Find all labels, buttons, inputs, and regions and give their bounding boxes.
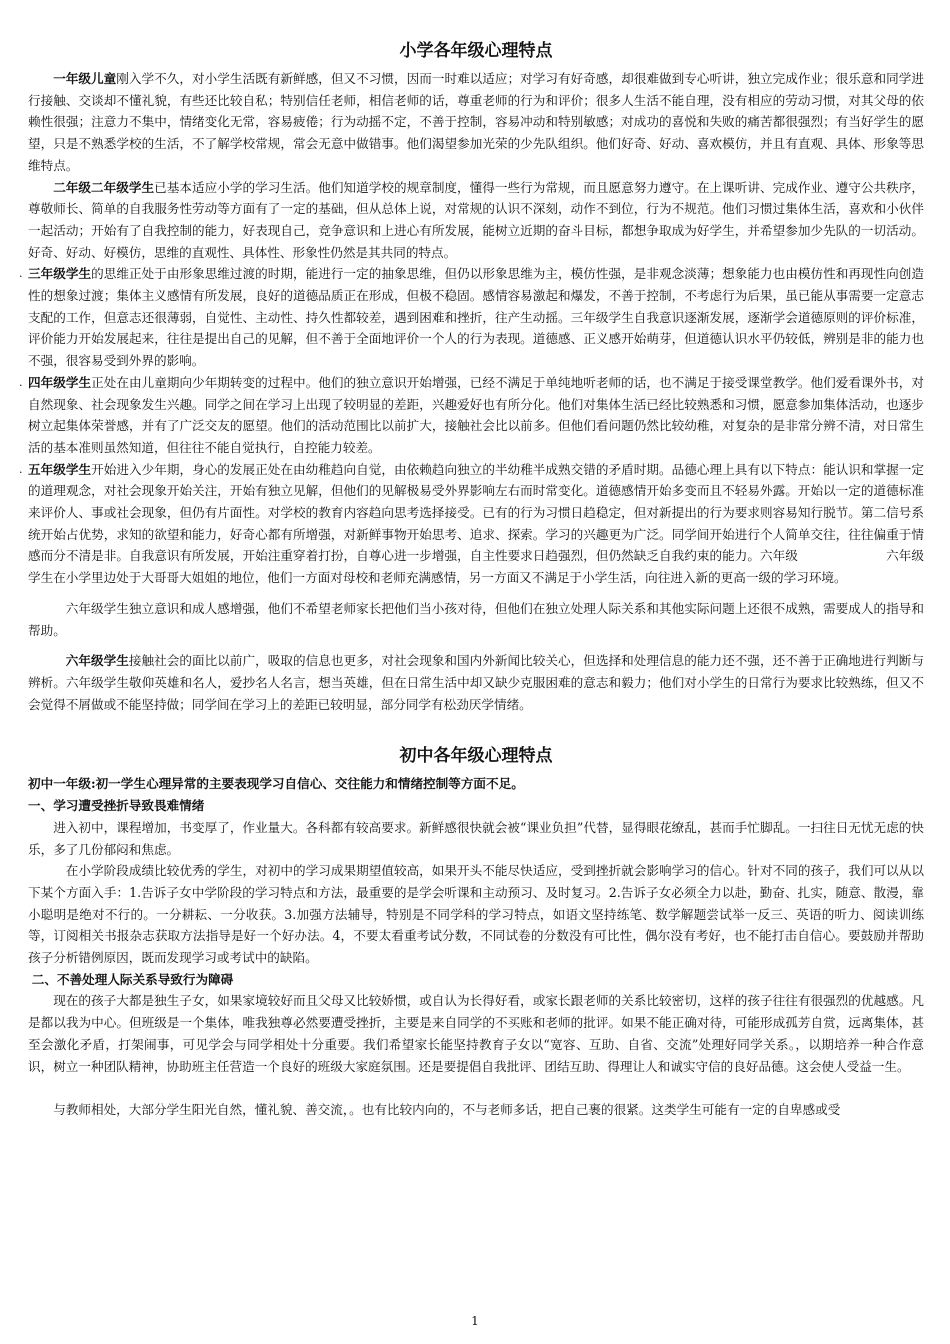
grade4-heading: 四年级学生 [28,374,92,390]
list-marker: . [19,267,23,281]
section2-heading: 二、不善处理人际关系导致行为障碍 [31,971,234,987]
document-page [19,40,925,1121]
grade6-text: 接触社会的面比以前广，吸取的信息也更多，对社会现象和国内外新闻比较关心，但选择和处理信息的能力还不强，还不善于正确地进行判断与辨析。六年级学生敬仰英雄和名人，爱抄名人名言，想当英雄，但在日常生活中却又缺少克服困难的意志和毅力；他们对小学生的日常行为要求比较熟练，但又不会觉得不屑做或不能坚持做；同学间在学习上的差距已较明显，部分同学有松劲厌学情绪。 [28,653,925,712]
section1-paragraph1: 进入初中，课程增加，书变厚了，作业量大。各科都有较高要求。新鲜感很快就会被“课业负担”代替，显得眼花缭乱，甚而手忙脚乱。一扫往日无忧无虑的快乐，多了几份郁闷和焦虑。 [28,819,924,857]
page-number: 1 [471,1314,479,1328]
middle-grade1-summary: 初中一年级:初一学生心理异常的主要表现学习自信心、交往能力和情绪控制等方面不足。 [28,776,524,792]
section1-heading: 一、学习遭受挫折导致畏难情绪 [28,798,205,814]
grade2-heading: 二年级二年级学生 [53,179,155,195]
grade1-text: 刚入学不久，对小学生活既有新鲜感，但又不习惯，因而一时难以适应；对学习有好奇感，却很难做到专心听讲，独立完成作业；很乐意和同学进行接触、交谈却不懂礼貌，有些还比较自私；特别信任老师，相信老师的话，尊重老师的行为和评价；很多人生活不能自理，没有相应的劳动习惯，对其父母的依赖性很强；注意力不集中，情绪变化无常，容易疲倦；行为动摇不定，不善于控制，容易冲动和特别敏感；对成功的喜悦和失败的痛苦都很强烈；有当好学生的愿望，只是不熟悉学校的生活，不了解学校常规，常会无意中做错事。他们渴望参加光荣的少先队组织。他们好奇、好动、喜欢模仿，并且有直观、具体、形象等思维特点。 [28,71,925,173]
paragraph-grade5 [19,459,925,589]
grade6-heading: 六年级学生 [65,653,129,669]
paragraph-grade6-intro: 六年级学生独立意识和成人感增强，他们不希望老师家长把他们当小孩对待，但他们在独立处理人际关系和其他实际问题上还很不成熟，需要成人的指导和帮助。 [28,600,924,638]
grade5-heading: 五年级学生 [28,461,92,477]
paragraph-grade4 [19,372,925,459]
grade3-text: 的思维正处于由形象思维过渡的时期，能进行一定的抽象思维，但仍以形象思维为主，模仿性强，是非观念淡薄；想象能力也由模仿性和再现性向创造性的想象过渡；集体主义感情有所发展，良好的道德品质正在形成，但极不稳固。感情容易激起和爆发，不善于控制，不考虑行为后果，虽已能从事需要一定意志支配的工作，但意志还很薄弱，自觉性、主动性、持久性都较差，遇到困难和挫折，往产生动摇。三年级学生自我意识逐渐发展，逐渐学会道德原则的评价标准，评价能力开始发展起来，往往是提出自己的见解，但不善于全面地评价一个人的行为表现。道德感、正义感开始萌芽，但道德认识水平仍较低，辨别是非的能力也不强，很容易受到外界的影响。 [28,266,925,369]
paragraph-grade1 [28,68,924,177]
grade2-text: 已基本适应小学的学习生活。他们知道学校的规章制度，懂得一些行为常规，而且愿意努力遵守。在上课听讲、完成作业、遵守公共秩序，尊敬师长、简单的自我服务性劳动等方面有了一定的基础，但从总体上说，对常规的认识不深刻，动作不到位，行为不规范。他们习惯过集体生活，喜欢和小伙伴一起活动；开始有了自我控制的能力，好表现自己，竞争意识和上进心有所发展，能树立近期的奋斗目标，都想争取成为好学生，并希望参加少先队的一切活动。好奇、好动、好模仿，思维的直观性、具体性、形象性仍然是其共同的特点。 [28,179,925,260]
paragraph-grade2 [28,177,924,264]
section2-paragraph2: 与教师相处，大部分学生阳光自然，懂礼貌、善交流，。也有比较内向的，不与老师多话，把自己裹的很紧。这类学生可能有一定的自卑感或受 [53,1102,841,1118]
grade1-heading: 一年级儿童 [53,71,117,86]
list-marker: . [19,462,23,476]
primary-section-title: 小学各年级心理特点 [399,41,553,61]
paragraph-grade6 [28,650,924,715]
middle-section-title: 初中各年级心理特点 [399,746,553,767]
section2-paragraph1: 现在的孩子大都是独生子女，如果家境较好而且父母又比较娇惯，或自认为长得好看，或家长跟老师的关系比较密切，这样的孩子往往有很强烈的优越感。凡是都以我为中心。但班级是一个集体，唯我独尊必然要遭受挫折，主要是来自同学的不买账和老师的批评。如果不能正确对待，可能形成孤芳自赏，远离集体，甚至会激化矛盾，打架闹事，可见学会与同学相处十分重要。我们希望家长能坚持教育子女以“宽容、互助、自省、交流”处理好同学关系。，以期培养一种合作意识，树立一种团队精神，协助班主任营造一个良好的班级大家庭氛围。还是要提倡自我批评、团结互助、得理让人和诚实守信的良好品德。这会使人受益一生。 [28,993,924,1074]
section1-paragraph2: 在小学阶段成绩比较优秀的学生，对初中的学习成果期望值较高，如果开头不能尽快适应，受到挫折就会影响学习的信心。针对不同的孩子，我们可以从以下某个方面入手：1.告诉子女中学阶段的学习特点和方法，最重要的是学会听课和主动预习、及时复习。2.告诉子女必须全力以赴，勤奋、扎实，随意、散漫，靠小聪明是绝对不行的。一分耕耘、一分收获。3.加强方法辅导，特别是不同学科的学习特点，如语文坚持练笔、数学解题尝试举一反三、英语的听力、阅读训练等，订阅相关书报杂志获取方法指导是好一个好办法。4，不要太看重考试分数，不同试卷的分数没有可比性，偶尔没有考好，也不能打击自信心。要鼓励并帮助孩子分析错例原因，既而发现学习或考试中的缺陷。 [28,863,924,966]
grade5-text: 开始进入少年期，身心的发展正处在由幼稚趋向自觉，由依赖趋向独立的半幼稚半成熟交错的矛盾时期。品德心理上具有以下特点：能认识和掌握一定的道理观念，对社会现象开始关注，开始有独立见解，但他们的见解极易受外界影响左右而时常变化。道德感情开始多变而且不轻易外露。开始以一定的道德标准来评价人、事或社会现象，但仍有片面性。对学校的教育内容趋向思考选择接受。已有的行为习惯日趋稳定，但对新提出的行为要求则容易知行脱节。第二信号系统开始占优势，求知的欲望和能力，好奇心都有所增强，对新鲜事物开始思考、追求、探索。学习的兴趣更为广泛。同学间开始进行个人简单交往，往往偏重于情感而分不清是非。自我意识有所发展，开始注重穿着打扮，自尊心进一步增强，自主性要求日趋强烈，但仍然缺乏自我约束的能力。六年级 六年级学生在小学里边处于大哥哥大姐姐的地位，他们一方面对母校和老师充满感情，另一方面又不满足于小学生活，向往进入新的更高一级的学习环境。 [28,461,925,586]
list-marker: . [19,375,23,389]
paragraph-grade3 [19,263,925,372]
grade4-text: 正处在由儿童期向少年期转变的过程中。他们的独立意识开始增强，已经不满足于单纯地听老师的话，也不满足于接受课堂教学。他们爱看课外书，对自然现象、社会现象发生兴趣。同学之间在学习上出现了较明显的差距，兴趣爱好也有所分化。他们对集体生活已经比较熟悉和习惯，愿意参加集体活动，也逐步树立起集体荣誉感，并有了广泛交友的愿望。他们的活动范围比以前扩大，接触社会比以前多。但他们看问题仍然比较幼稚，对复杂的是非常分辨不清，对日常生活的基本准则虽然知道，但往往不能自觉执行，自控能力较差。 [28,374,925,455]
grade3-heading: 三年级学生 [28,266,92,282]
